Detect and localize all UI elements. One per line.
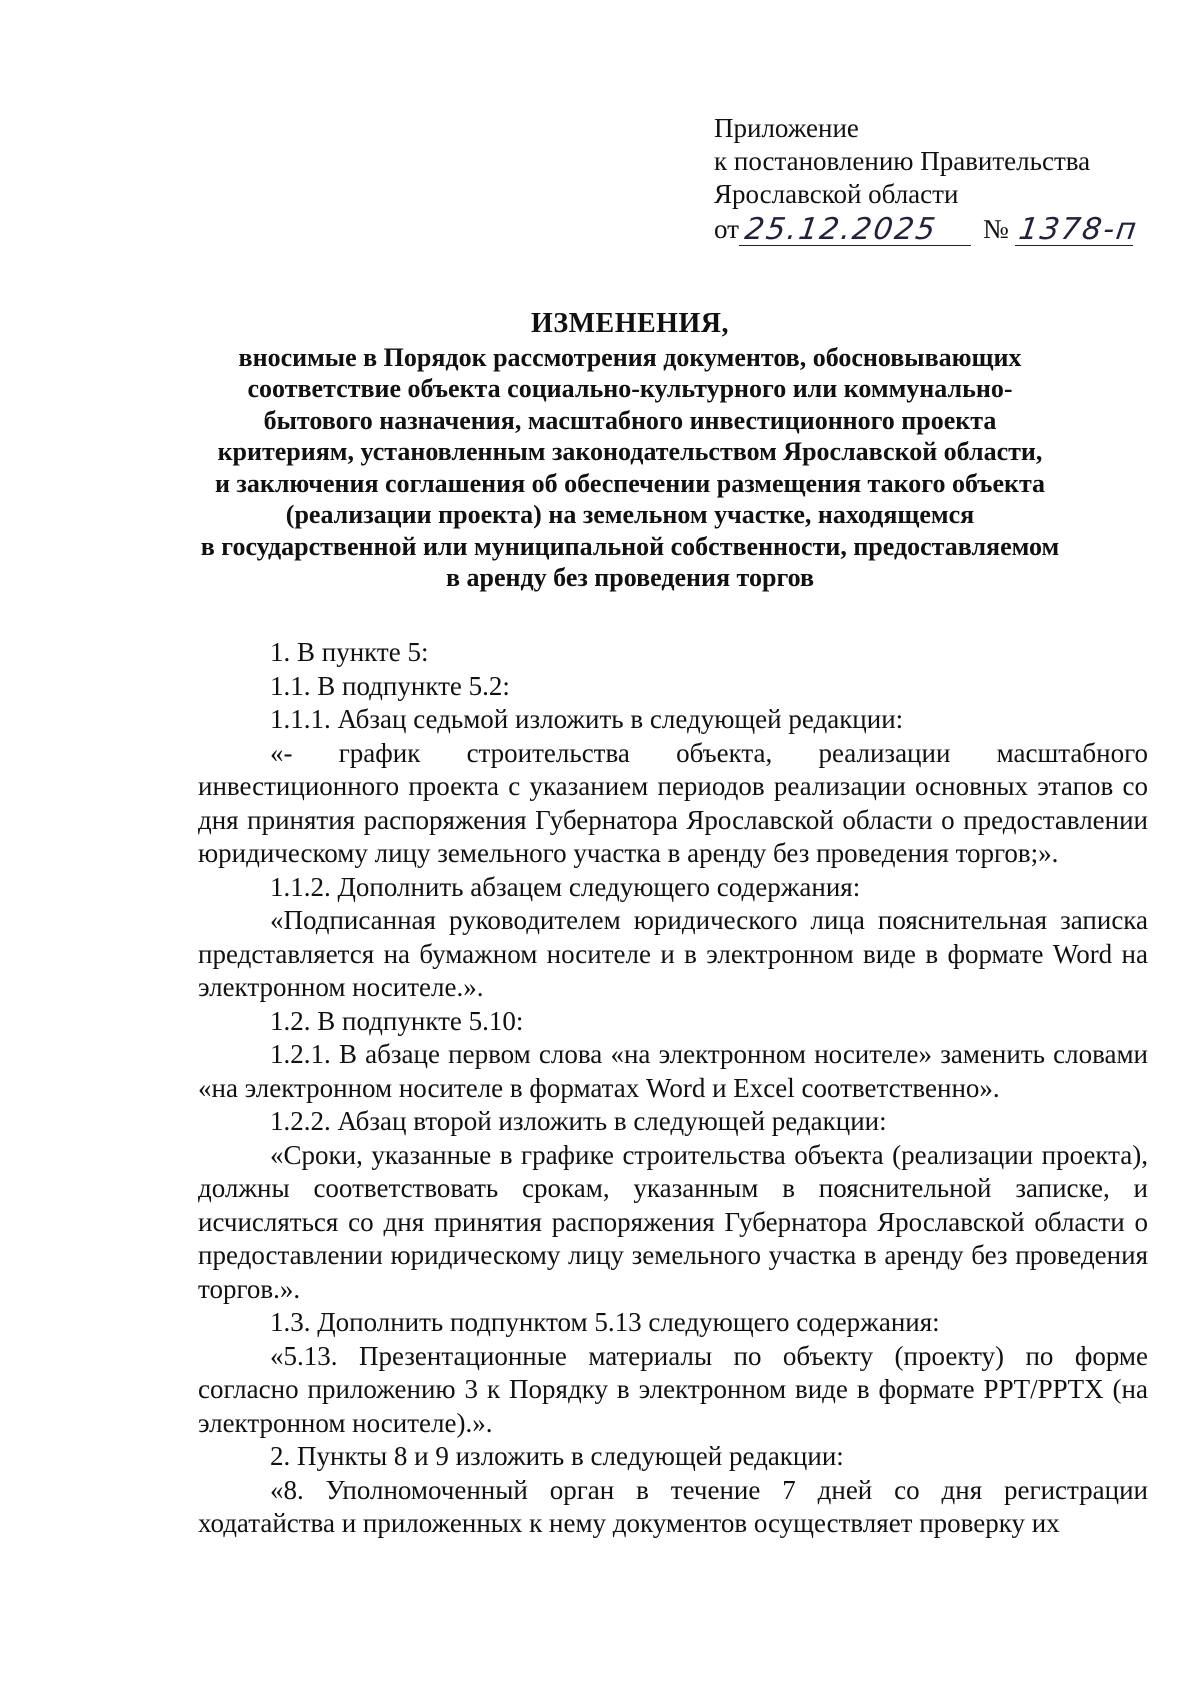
number-field [1015, 212, 1141, 247]
title-line: критериям, установленным законодательством Ярославской области, [217, 437, 1043, 466]
title-line: бытового назначения, масштабного инвестиционного проекта [263, 405, 997, 435]
paragraph-item-1: 1. В пункте 5: [270, 637, 429, 667]
document-title [190, 308, 1070, 594]
date-prefix: от [714, 214, 739, 244]
paragraph-item-1-2-1: 1.2.1. В абзаце первом слова «на электронном носителе» заменить словами «на электронном носителе в форматах Word и Excel соответственно». [198, 1039, 1148, 1103]
paragraph-item-1-2-2: 1.2.2. Абзац второй изложить в следующей редакции: [270, 1106, 887, 1136]
title-main: ИЗМЕНЕНИЯ, [531, 308, 729, 339]
handwritten-date: 25.12.2025 [742, 212, 940, 247]
appendix-resolution-ref: к постановлению Правительства [714, 146, 1091, 176]
paragraph-quote-8: «8. Уполномоченный орган в течение 7 дней со дня регистрации ходатайства и приложенных к нему документов осуществляет проверку их [198, 1474, 1148, 1538]
date-field [739, 212, 971, 247]
paragraph-item-2: 2. Пункты 8 и 9 изложить в следующей редакции: [270, 1441, 844, 1471]
handwritten-number: 1378-п [1016, 212, 1141, 247]
title-line: в государственной или муниципальной собственности, предоставляемом [200, 531, 1060, 561]
appendix-label: Приложение [714, 113, 859, 143]
paragraph-quote-schedule: «- график строительства объекта, реализации масштабного инвестиционного проекта с указанием периодов реализации основных этапов со дня принятия распоряжения Губернатора Ярославской области о предоставлении юридическому лицу земельного участка в аренду без проведения торгов;». [198, 737, 1148, 868]
appendix-region: Ярославской области [714, 179, 959, 209]
title-line: вносимые в Порядок рассмотрения документов, обосновывающих [238, 342, 1022, 372]
paragraph-quote-5-13: «5.13. Презентационные материалы по объекту (проекту) по форме согласно приложению 3 к Порядку в электронном виде в формате PPT/PPTX (на электронном носителе).». [198, 1340, 1148, 1438]
paragraph-item-1-1: 1.1. В подпункте 5.2: [270, 670, 510, 701]
paragraph-item-1-1-2: 1.1.2. Дополнить абзацем следующего содержания: [270, 871, 861, 902]
title-line: и заключения соглашения об обеспечении размещения такого объекта [214, 468, 1046, 498]
paragraph-quote-deadlines: «Сроки, указанные в графике строительства объекта (реализации проекта), должны соответствовать срокам, указанным в пояснительной записке, и исчисляться со дня принятия распоряжения Губернатора Ярославской области о предоставлении юридическому лицу земельного участка в аренду без проведения торгов.». [198, 1139, 1148, 1304]
paragraph-quote-note: «Подписанная руководителем юридического лица пояснительная записка представляется на бумажном носителе и в электронном виде в формате Word на электронном носителе.». [198, 905, 1148, 1002]
number-prefix: № [982, 214, 1009, 244]
appendix-header [714, 112, 1154, 246]
paragraph-item-1-1-1: 1.1.1. Абзац седьмой изложить в следующей редакции: [270, 704, 904, 734]
document-body [198, 636, 1148, 1541]
appendix-date-number-row [714, 213, 1154, 246]
title-line: (реализации проекта) на земельном участке, находящемся [285, 500, 975, 529]
paragraph-item-1-3: 1.3. Дополнить подпунктом 5.13 следующего содержания: [270, 1307, 940, 1337]
title-line: в аренду без проведения торгов [445, 563, 814, 592]
title-line: соответствие объекта социально-культурного или коммунально- [247, 374, 1013, 403]
paragraph-item-1-2: 1.2. В подпункте 5.10: [270, 1005, 524, 1036]
